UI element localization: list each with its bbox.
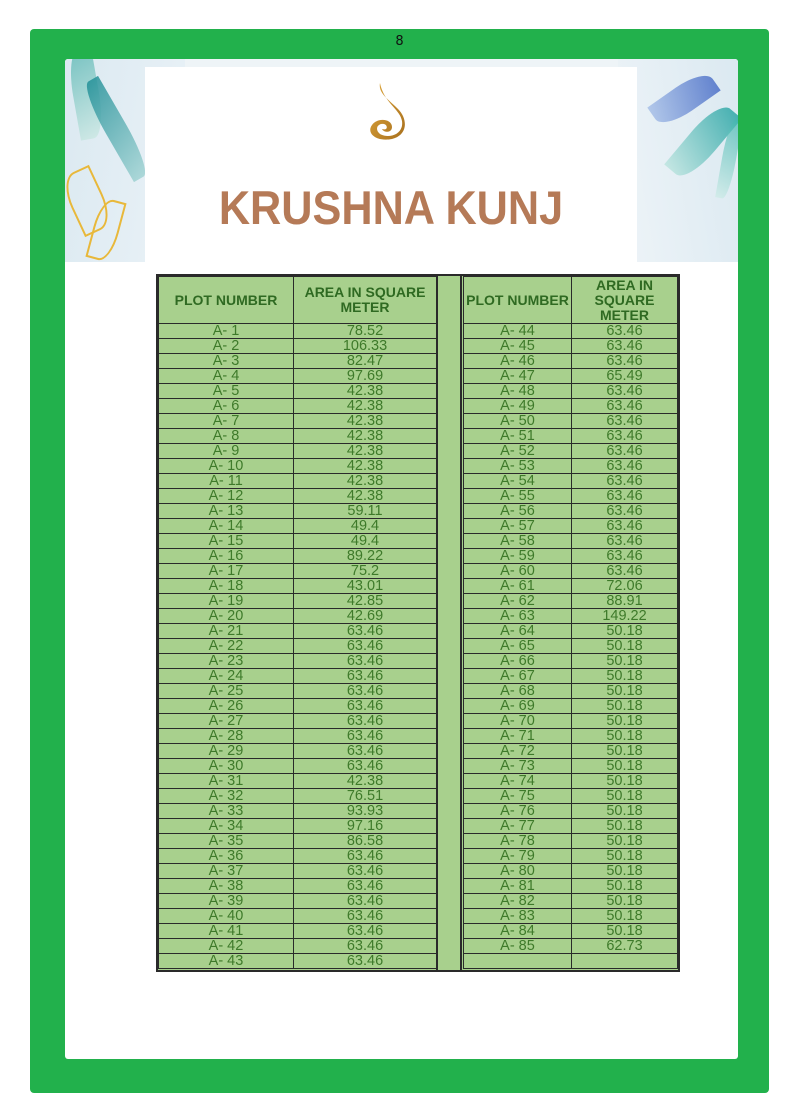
area-cell: 89.22: [294, 549, 437, 564]
area-cell: 50.18: [571, 849, 677, 864]
table-row: [159, 639, 437, 654]
plot-number-cell: A- 37: [159, 864, 294, 879]
table-row: [159, 789, 437, 804]
plot-number-cell: A- 52: [464, 444, 572, 459]
plot-number-cell: A- 13: [159, 504, 294, 519]
area-cell: 43.01: [294, 579, 437, 594]
plot-number-cell: A- 61: [464, 579, 572, 594]
table-row: [464, 609, 678, 624]
plot-number-cell: A- 8: [159, 429, 294, 444]
area-cell: 50.18: [571, 774, 677, 789]
golden-swirl-logo-icon: [358, 79, 424, 145]
area-cell: [571, 954, 677, 969]
area-cell: 65.49: [571, 369, 677, 384]
plot-number-cell: A- 9: [159, 444, 294, 459]
plot-number-cell: A- 11: [159, 474, 294, 489]
plot-number-cell: A- 29: [159, 744, 294, 759]
area-cell: 63.46: [571, 564, 677, 579]
plot-number-cell: A- 27: [159, 714, 294, 729]
area-cell: 50.18: [571, 909, 677, 924]
area-cell: 42.38: [294, 414, 437, 429]
area-cell: 63.46: [294, 924, 437, 939]
plot-number-cell: A- 24: [159, 669, 294, 684]
table-row: [464, 879, 678, 894]
plot-number-cell: A- 17: [159, 564, 294, 579]
table-row: [464, 684, 678, 699]
area-cell: 63.46: [294, 909, 437, 924]
column-header-area: AREA IN SQUARE METER: [571, 277, 677, 324]
plot-number-cell: A- 40: [159, 909, 294, 924]
area-cell: 78.52: [294, 324, 437, 339]
area-cell: 50.18: [571, 669, 677, 684]
area-cell: 97.69: [294, 369, 437, 384]
table-row: [159, 534, 437, 549]
page-number: 8: [395, 34, 404, 49]
plot-number-cell: A- 85: [464, 939, 572, 954]
table-row: [464, 459, 678, 474]
area-cell: 50.18: [571, 804, 677, 819]
area-cell: 149.22: [571, 609, 677, 624]
table-row: [464, 339, 678, 354]
plot-number-cell: A- 49: [464, 399, 572, 414]
table-row: [464, 324, 678, 339]
table-row: [464, 669, 678, 684]
plot-number-cell: A- 55: [464, 489, 572, 504]
plot-number-cell: A- 78: [464, 834, 572, 849]
table-row: [159, 549, 437, 564]
table-row: [159, 609, 437, 624]
table-row: [159, 744, 437, 759]
area-cell: 63.46: [294, 669, 437, 684]
plot-number-cell: A- 32: [159, 789, 294, 804]
area-cell: 76.51: [294, 789, 437, 804]
area-cell: 50.18: [571, 924, 677, 939]
table-row: [159, 879, 437, 894]
plot-number-cell: A- 35: [159, 834, 294, 849]
plot-area-table: [156, 274, 680, 972]
area-cell: 42.69: [294, 609, 437, 624]
plot-number-cell: A- 82: [464, 894, 572, 909]
table-row: [464, 579, 678, 594]
plot-number-cell: A- 51: [464, 429, 572, 444]
table-row: [464, 429, 678, 444]
plot-number-cell: A- 20: [159, 609, 294, 624]
table-row: [464, 654, 678, 669]
plot-number-cell: A- 67: [464, 669, 572, 684]
plot-number-cell: A- 7: [159, 414, 294, 429]
table-row: [464, 894, 678, 909]
table-row: [464, 849, 678, 864]
table-row: [464, 714, 678, 729]
area-cell: 42.38: [294, 444, 437, 459]
title-card: [145, 67, 637, 262]
table-row: [464, 924, 678, 939]
plot-number-cell: A- 44: [464, 324, 572, 339]
table-row: [159, 489, 437, 504]
plot-number-cell: A- 16: [159, 549, 294, 564]
plot-number-cell: A- 64: [464, 624, 572, 639]
plot-number-cell: A- 73: [464, 759, 572, 774]
plot-number-cell: A- 38: [159, 879, 294, 894]
table-row: [464, 774, 678, 789]
plot-number-cell: A- 57: [464, 519, 572, 534]
table-row: [464, 639, 678, 654]
table-row: [159, 579, 437, 594]
table-row: [464, 699, 678, 714]
plot-number-cell: A- 3: [159, 354, 294, 369]
table-row: [159, 939, 437, 954]
table-row: [159, 909, 437, 924]
area-cell: 63.46: [571, 534, 677, 549]
table-row: [159, 504, 437, 519]
plot-number-cell: A- 28: [159, 729, 294, 744]
table-row: [159, 834, 437, 849]
area-cell: 63.46: [571, 384, 677, 399]
area-cell: 63.46: [294, 699, 437, 714]
table-row: [464, 624, 678, 639]
table-row: [159, 474, 437, 489]
left-table-body: [159, 324, 437, 969]
table-row: [159, 414, 437, 429]
plot-number-cell: A- 58: [464, 534, 572, 549]
area-cell: 50.18: [571, 684, 677, 699]
plot-number-cell: A- 56: [464, 504, 572, 519]
area-cell: 42.38: [294, 459, 437, 474]
area-cell: 50.18: [571, 729, 677, 744]
area-cell: 50.18: [571, 639, 677, 654]
plot-number-cell: A- 4: [159, 369, 294, 384]
plot-number-cell: A- 36: [159, 849, 294, 864]
area-cell: 63.46: [571, 444, 677, 459]
plot-number-cell: A- 19: [159, 594, 294, 609]
plot-number-cell: A- 63: [464, 609, 572, 624]
area-cell: 63.46: [571, 354, 677, 369]
table-row: [464, 549, 678, 564]
table-row: [159, 444, 437, 459]
table-row: [464, 384, 678, 399]
plot-number-cell: A- 12: [159, 489, 294, 504]
table-row: [159, 699, 437, 714]
column-header-plot-number: PLOT NUMBER: [159, 277, 294, 324]
table-row: [464, 474, 678, 489]
plot-number-cell: A- 23: [159, 654, 294, 669]
area-cell: 50.18: [571, 789, 677, 804]
plot-number-cell: A- 43: [159, 954, 294, 969]
plot-number-cell: A- 71: [464, 729, 572, 744]
area-cell: 63.46: [571, 459, 677, 474]
plot-number-cell: A- 65: [464, 639, 572, 654]
plot-number-cell: A- 66: [464, 654, 572, 669]
area-cell: 63.46: [571, 324, 677, 339]
area-cell: 59.11: [294, 504, 437, 519]
plot-number-cell: A- 75: [464, 789, 572, 804]
area-cell: 50.18: [571, 759, 677, 774]
table-row: [464, 594, 678, 609]
area-cell: 50.18: [571, 879, 677, 894]
area-cell: 72.06: [571, 579, 677, 594]
area-cell: 63.46: [571, 549, 677, 564]
table-row: [159, 894, 437, 909]
plot-number-cell: A- 46: [464, 354, 572, 369]
table-row: [464, 369, 678, 384]
table-row: [464, 954, 678, 969]
table-row: [464, 744, 678, 759]
table-row: [159, 654, 437, 669]
table-row: [159, 954, 437, 969]
table-row: [464, 534, 678, 549]
area-cell: 82.47: [294, 354, 437, 369]
column-header-plot-number: PLOT NUMBER: [464, 277, 572, 324]
area-cell: 49.4: [294, 534, 437, 549]
area-cell: 50.18: [571, 894, 677, 909]
area-cell: 42.38: [294, 384, 437, 399]
table-row: [464, 729, 678, 744]
area-cell: 63.46: [571, 519, 677, 534]
table-row: [159, 624, 437, 639]
table-row: [159, 759, 437, 774]
plot-number-cell: A- 34: [159, 819, 294, 834]
plot-number-cell: A- 6: [159, 399, 294, 414]
area-cell: 50.18: [571, 699, 677, 714]
plot-number-cell: A- 15: [159, 534, 294, 549]
area-cell: 62.73: [571, 939, 677, 954]
area-cell: 97.16: [294, 819, 437, 834]
plot-table-left: [158, 276, 437, 969]
plot-table-right: [463, 276, 678, 969]
table-row: [159, 384, 437, 399]
plot-number-cell: A- 84: [464, 924, 572, 939]
table-row: [159, 714, 437, 729]
plot-number-cell: A- 2: [159, 339, 294, 354]
area-cell: 42.85: [294, 594, 437, 609]
area-cell: 63.46: [294, 759, 437, 774]
plot-number-cell: A- 53: [464, 459, 572, 474]
plot-number-cell: A- 72: [464, 744, 572, 759]
area-cell: 63.46: [294, 954, 437, 969]
table-row: [464, 759, 678, 774]
plot-number-cell: A- 47: [464, 369, 572, 384]
area-cell: 63.46: [571, 474, 677, 489]
area-cell: 63.46: [294, 939, 437, 954]
area-cell: 50.18: [571, 864, 677, 879]
area-cell: 63.46: [294, 879, 437, 894]
plot-number-cell: A- 22: [159, 639, 294, 654]
plot-number-cell: A- 25: [159, 684, 294, 699]
area-cell: 63.46: [294, 639, 437, 654]
table-row: [159, 594, 437, 609]
table-row: [159, 354, 437, 369]
plot-number-cell: A- 1: [159, 324, 294, 339]
plot-number-cell: A- 77: [464, 819, 572, 834]
area-cell: 49.4: [294, 519, 437, 534]
table-row: [159, 339, 437, 354]
plot-number-cell: A- 48: [464, 384, 572, 399]
plot-number-cell: A- 81: [464, 879, 572, 894]
area-cell: 63.46: [571, 399, 677, 414]
area-cell: 63.46: [571, 489, 677, 504]
plot-number-cell: A- 30: [159, 759, 294, 774]
area-cell: 63.46: [294, 624, 437, 639]
plot-number-cell: A- 69: [464, 699, 572, 714]
area-cell: 75.2: [294, 564, 437, 579]
area-cell: 63.46: [294, 714, 437, 729]
area-cell: 88.91: [571, 594, 677, 609]
table-row: [159, 729, 437, 744]
table-row: [464, 909, 678, 924]
table-row: [464, 864, 678, 879]
plot-number-cell: A- 80: [464, 864, 572, 879]
plot-number-cell: A- 39: [159, 894, 294, 909]
area-cell: 63.46: [571, 414, 677, 429]
plot-number-cell: A- 45: [464, 339, 572, 354]
plot-number-cell: A- 62: [464, 594, 572, 609]
plot-number-cell: A- 42: [159, 939, 294, 954]
plot-number-cell: A- 60: [464, 564, 572, 579]
area-cell: 63.46: [571, 504, 677, 519]
table-row: [159, 519, 437, 534]
table-row: [464, 519, 678, 534]
area-cell: 42.38: [294, 489, 437, 504]
area-cell: 106.33: [294, 339, 437, 354]
table-row: [464, 819, 678, 834]
table-row: [464, 489, 678, 504]
column-header-area: AREA IN SQUARE METER: [294, 277, 437, 324]
area-cell: 86.58: [294, 834, 437, 849]
area-cell: 50.18: [571, 744, 677, 759]
area-cell: 42.38: [294, 474, 437, 489]
plot-number-cell: A- 79: [464, 849, 572, 864]
table-row: [159, 684, 437, 699]
table-row: [159, 564, 437, 579]
plot-number-cell: A- 14: [159, 519, 294, 534]
area-cell: 50.18: [571, 654, 677, 669]
plot-number-cell: A- 21: [159, 624, 294, 639]
table-row: [159, 864, 437, 879]
right-table-body: [464, 324, 678, 969]
plot-number-cell: A- 70: [464, 714, 572, 729]
table-row: [159, 399, 437, 414]
brand-title: KRUSHNA KUNJ: [218, 181, 564, 234]
plot-number-cell: A- 59: [464, 549, 572, 564]
area-cell: 42.38: [294, 774, 437, 789]
plot-number-cell: A- 10: [159, 459, 294, 474]
area-cell: 50.18: [571, 624, 677, 639]
table-row: [159, 819, 437, 834]
plot-number-cell: A- 18: [159, 579, 294, 594]
table-row: [464, 354, 678, 369]
area-cell: 63.46: [571, 429, 677, 444]
plot-number-cell: A- 5: [159, 384, 294, 399]
watercolor-banner: [65, 59, 738, 262]
table-row: [159, 459, 437, 474]
table-row: [159, 924, 437, 939]
plot-number-cell: A- 68: [464, 684, 572, 699]
plot-number-cell: A- 76: [464, 804, 572, 819]
table-row: [464, 399, 678, 414]
table-row: [159, 429, 437, 444]
area-cell: 63.46: [294, 744, 437, 759]
table-row: [159, 669, 437, 684]
table-row: [464, 804, 678, 819]
area-cell: 63.46: [294, 864, 437, 879]
plot-number-cell: A- 41: [159, 924, 294, 939]
plot-number-cell: A- 33: [159, 804, 294, 819]
plot-number-cell: A- 50: [464, 414, 572, 429]
table-row: [159, 324, 437, 339]
area-cell: 63.46: [571, 339, 677, 354]
table-row: [464, 564, 678, 579]
table-row: [464, 414, 678, 429]
plot-number-cell: A- 74: [464, 774, 572, 789]
plot-number-cell: [464, 954, 572, 969]
area-cell: 63.46: [294, 849, 437, 864]
table-row: [464, 444, 678, 459]
table-row: [464, 504, 678, 519]
area-cell: 42.38: [294, 399, 437, 414]
area-cell: 63.46: [294, 684, 437, 699]
area-cell: 93.93: [294, 804, 437, 819]
area-cell: 63.46: [294, 894, 437, 909]
table-row: [159, 774, 437, 789]
area-cell: 50.18: [571, 834, 677, 849]
plot-number-cell: A- 54: [464, 474, 572, 489]
table-row: [159, 804, 437, 819]
table-row: [464, 939, 678, 954]
area-cell: 42.38: [294, 429, 437, 444]
area-cell: 63.46: [294, 729, 437, 744]
area-cell: 50.18: [571, 819, 677, 834]
table-row: [159, 369, 437, 384]
plot-number-cell: A- 26: [159, 699, 294, 714]
table-divider-column: [436, 276, 462, 970]
table-row: [464, 789, 678, 804]
table-row: [159, 849, 437, 864]
plot-number-cell: A- 31: [159, 774, 294, 789]
table-row: [464, 834, 678, 849]
plot-number-cell: A- 83: [464, 909, 572, 924]
area-cell: 63.46: [294, 654, 437, 669]
area-cell: 50.18: [571, 714, 677, 729]
